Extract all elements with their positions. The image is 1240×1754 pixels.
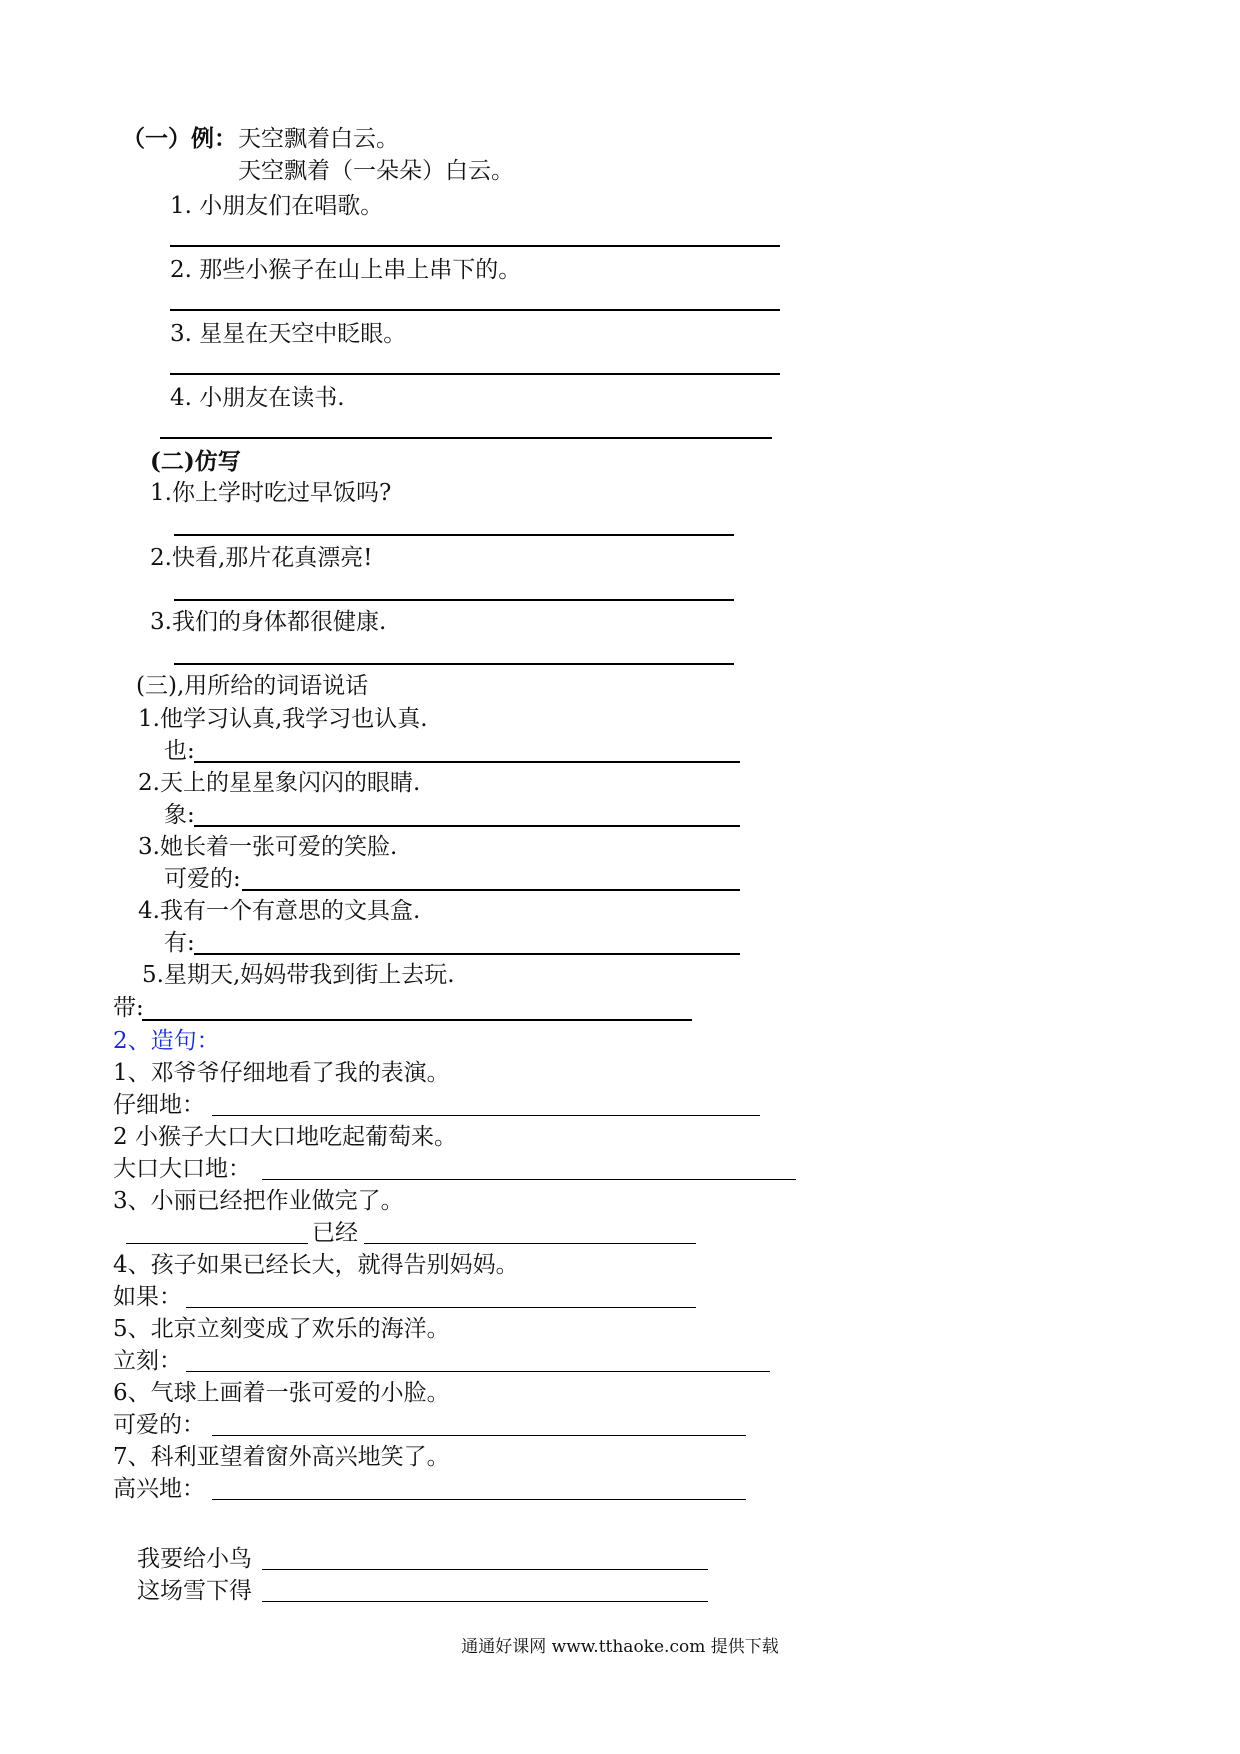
exercise-item: 5、北京立刻变成了欢乐的海洋。 [113, 1316, 450, 1342]
keyword-label: 可爱的: [164, 866, 241, 892]
example-answer: 天空飘着（一朵朵）白云。 [238, 158, 514, 184]
keyword-label: 也: [164, 738, 195, 764]
exercise-item: 5.星期天,妈妈带我到街上去玩. [142, 962, 455, 988]
keyword-label: 有: [164, 930, 195, 956]
answer-line[interactable] [174, 663, 734, 665]
exercise-item: 4、孩子如果已经长大，就得告别妈妈。 [113, 1252, 519, 1278]
answer-line[interactable] [262, 1179, 796, 1180]
exercise-item: 4. 小朋友在读书. [170, 385, 345, 411]
answer-line[interactable] [212, 1435, 746, 1436]
answer-line[interactable] [174, 534, 734, 536]
exercise-item: 2 小猴子大口大口地吃起葡萄来。 [113, 1124, 457, 1150]
prompt-item: 这场雪下得 [137, 1578, 252, 1604]
page-footer: 通通好课网 www.tthaoke.com 提供下载 [461, 1637, 779, 1657]
answer-line[interactable] [194, 825, 740, 827]
answer-line[interactable] [186, 1371, 770, 1372]
answer-line[interactable] [194, 761, 740, 763]
exercise-item: 2.快看,那片花真漂亮! [150, 545, 373, 571]
exercise-item: 6、气球上画着一张可爱的小脸。 [113, 1380, 450, 1406]
section1-heading: （一）例： [122, 125, 237, 152]
exercise-item: 2.天上的星星象闪闪的眼睛. [138, 770, 421, 796]
answer-line[interactable] [194, 953, 740, 955]
keyword-label: 带: [113, 995, 144, 1021]
exercise-item: 2. 那些小猴子在山上串上串下的。 [170, 257, 522, 283]
answer-line[interactable] [242, 889, 740, 891]
answer-line[interactable] [160, 437, 772, 439]
keyword-label: 如果： [113, 1284, 182, 1310]
section4-heading: 2、造句： [113, 1028, 220, 1054]
keyword-label: 已经 [312, 1220, 358, 1246]
exercise-item: 4.我有一个有意思的文具盒. [138, 898, 421, 924]
keyword-label: 大口大口地： [113, 1156, 251, 1182]
exercise-item: 3.我们的身体都很健康. [150, 609, 387, 635]
answer-line[interactable] [170, 373, 780, 375]
section3-heading: (三),用所给的词语说话 [136, 673, 369, 699]
answer-line[interactable] [212, 1499, 746, 1500]
keyword-label: 仔细地： [113, 1092, 205, 1118]
answer-line[interactable] [126, 1243, 308, 1244]
exercise-item: 3、小丽已经把作业做完了。 [113, 1188, 404, 1214]
exercise-item: 3.她长着一张可爱的笑脸. [138, 834, 398, 860]
answer-line[interactable] [262, 1569, 708, 1570]
answer-line[interactable] [212, 1115, 760, 1116]
exercise-item: 1.你上学时吃过早饭吗? [150, 480, 392, 506]
exercise-item: 1. 小朋友们在唱歌。 [170, 193, 384, 219]
exercise-item: 3. 星星在天空中眨眼。 [170, 321, 407, 347]
answer-line[interactable] [170, 309, 780, 311]
answer-line[interactable] [262, 1601, 708, 1602]
exercise-item: 7、科利亚望着窗外高兴地笑了。 [113, 1444, 450, 1470]
prompt-item: 我要给小鸟 [137, 1546, 252, 1572]
answer-line[interactable] [142, 1019, 692, 1021]
answer-line[interactable] [364, 1243, 696, 1244]
keyword-label: 象: [164, 802, 195, 828]
section2-heading: (二)仿写 [150, 448, 241, 475]
exercise-item: 1.他学习认真,我学习也认真. [138, 706, 428, 732]
keyword-label: 立刻： [113, 1348, 182, 1374]
keyword-label: 可爱的： [113, 1412, 205, 1438]
answer-line[interactable] [174, 599, 734, 601]
answer-line[interactable] [170, 245, 780, 247]
answer-line[interactable] [186, 1307, 696, 1308]
exercise-item: 1、邓爷爷仔细地看了我的表演。 [113, 1060, 450, 1086]
example-sentence: 天空飘着白云。 [238, 126, 399, 152]
keyword-label: 高兴地： [113, 1476, 205, 1502]
